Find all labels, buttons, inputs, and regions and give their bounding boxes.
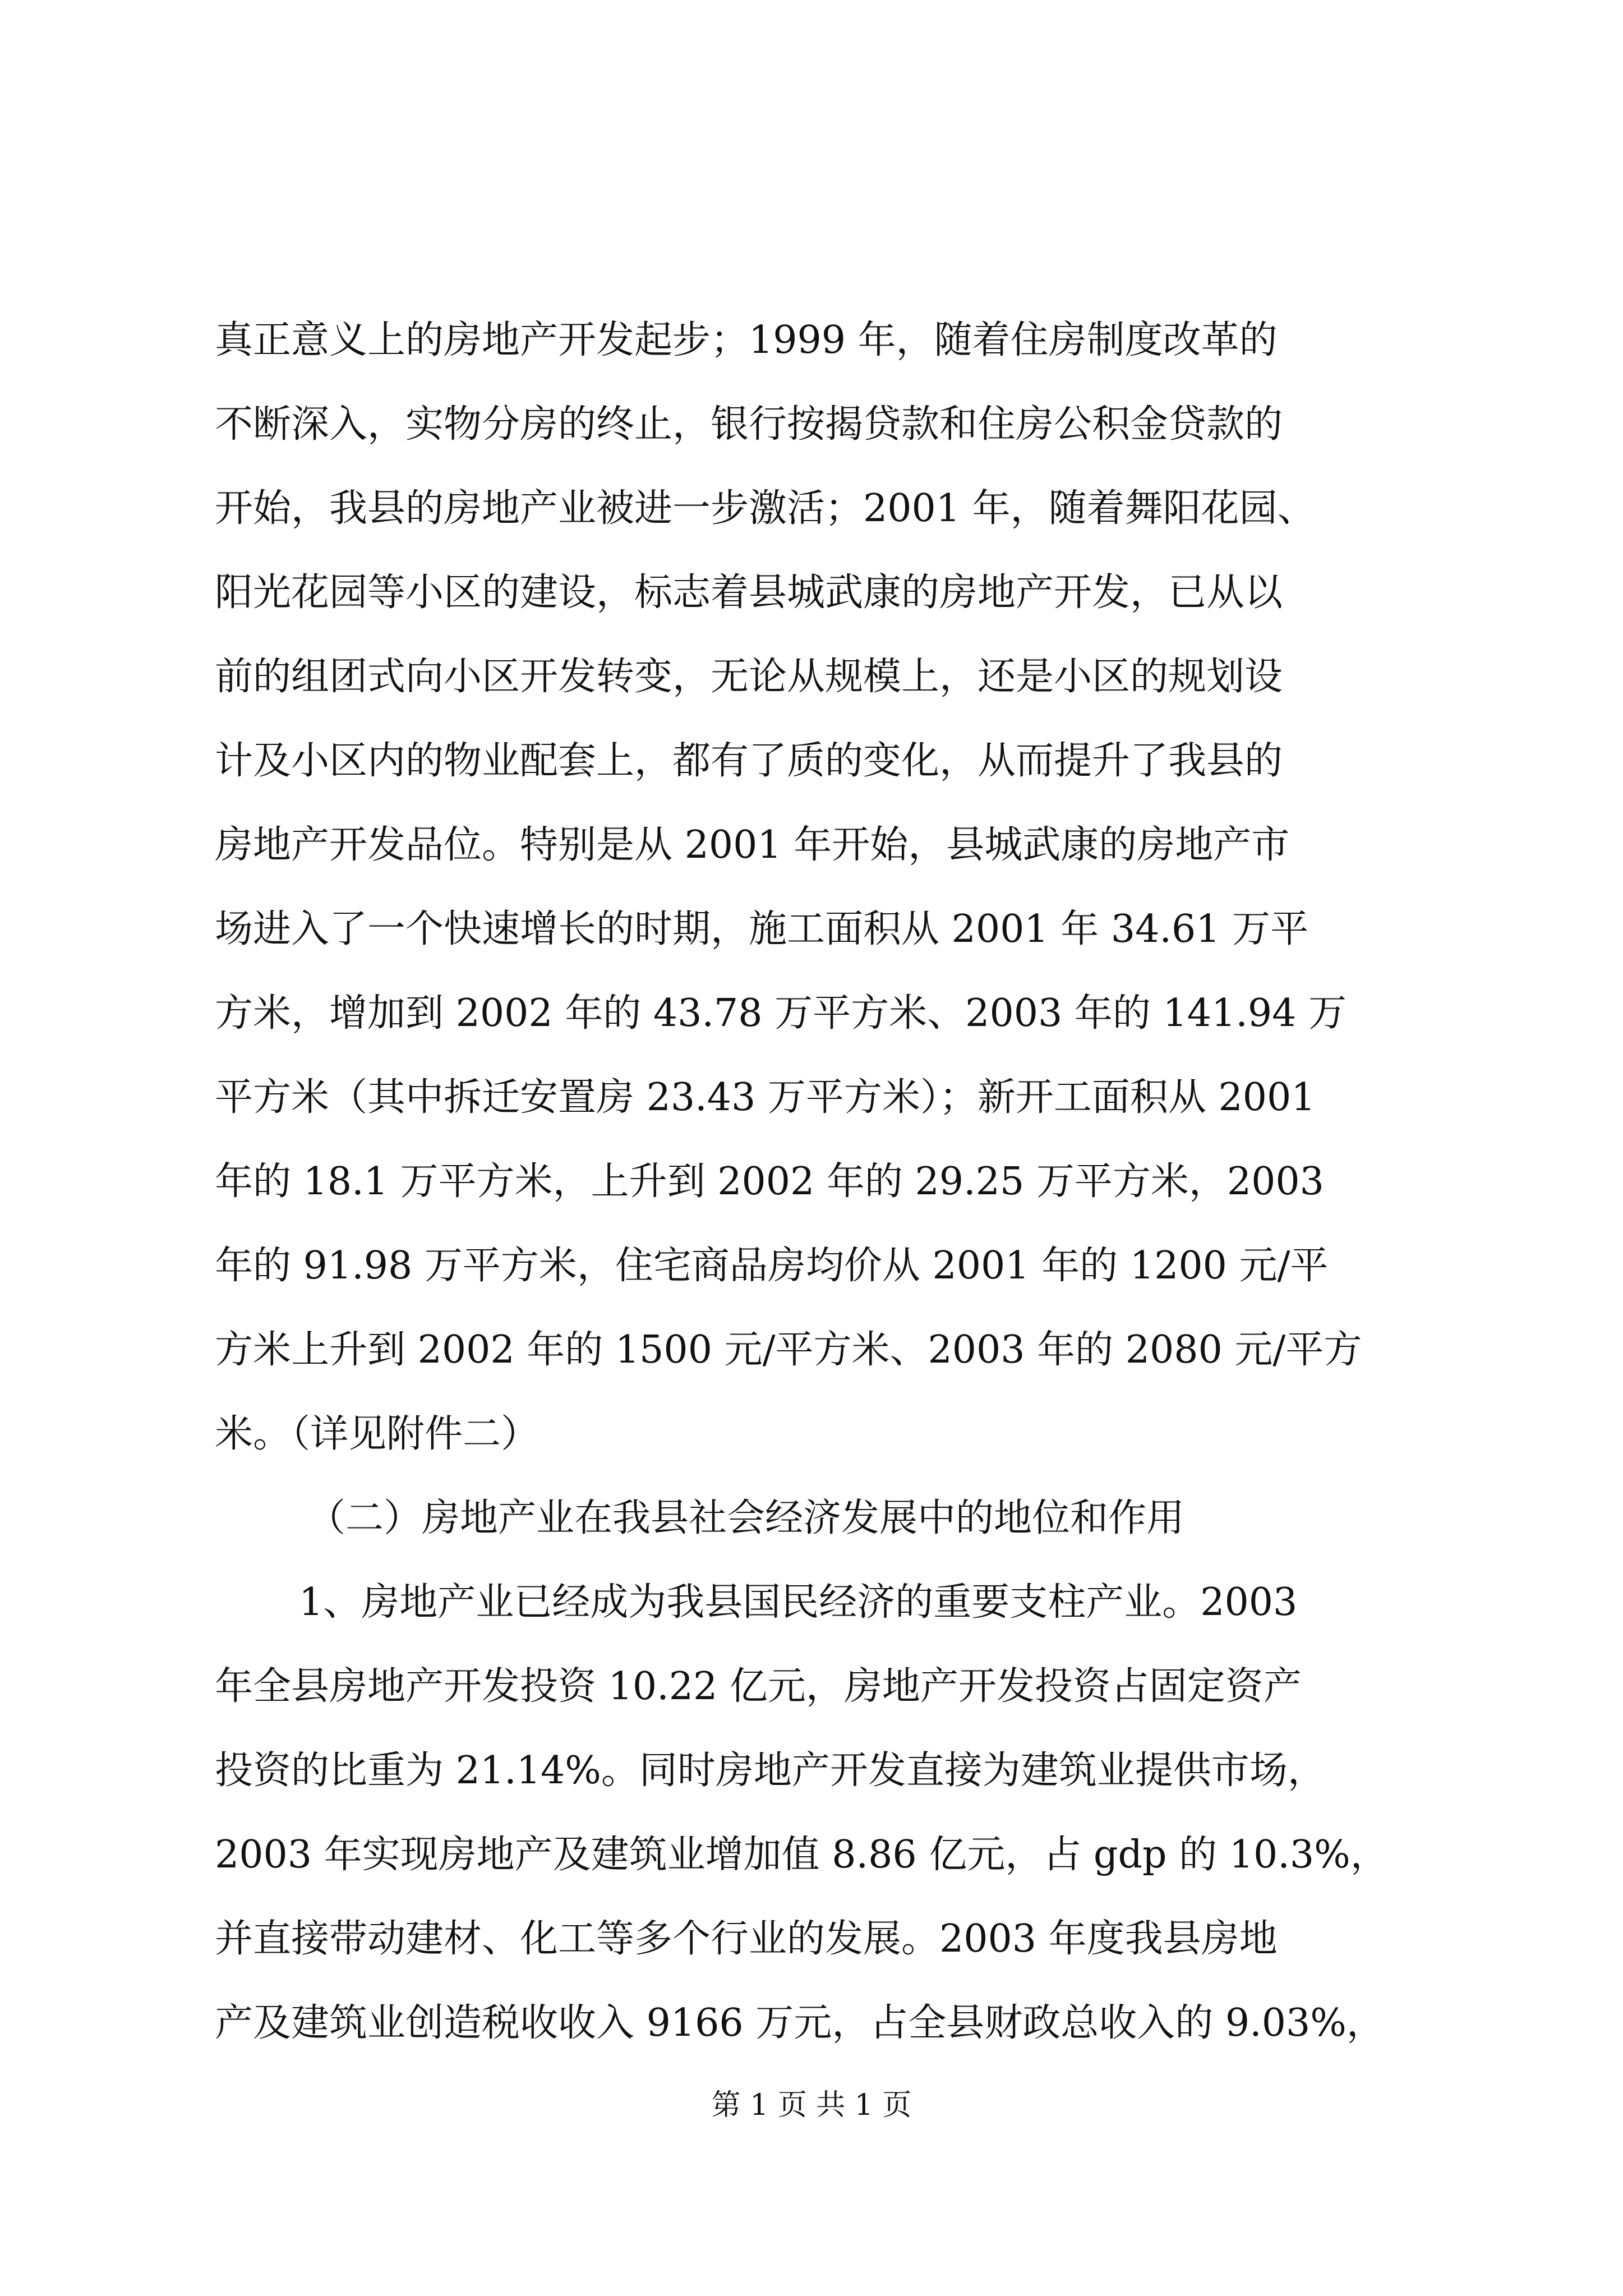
text-line: 场进入了一个快速增长的时期，施工面积从 2001 年 34.61 万平 xyxy=(215,907,1309,951)
text-line: 2003 年实现房地产及建筑业增加值 8.86 亿元，占 gdp 的 10.3%， xyxy=(215,1833,1389,1877)
text-line: 开始，我县的房地产业被进一步激活；2001 年，随着舞阳花园、 xyxy=(215,486,1316,531)
text-line: 投资的比重为 21.14%。同时房地产开发直接为建筑业提供市场， xyxy=(215,1749,1326,1793)
text-line: 前的组团式向小区开发转变，无论从规模上，还是小区的规划设 xyxy=(215,655,1283,699)
paragraph-first-line: 1、房地产业已经成为我县国民经济的重要支柱产业。2003 xyxy=(299,1580,1298,1625)
text-line: 米。（详见附件二） xyxy=(215,1412,540,1456)
text-line: 真正意义上的房地产开发起步；1999 年，随着住房制度改革的 xyxy=(215,318,1278,362)
section-heading: （二）房地产业在我县社会经济发展中的地位和作用 xyxy=(307,1496,1185,1540)
text-line: 年的 18.1 万平方米，上升到 2002 年的 29.25 万平方米，2003 xyxy=(215,1159,1324,1204)
text-line: 方米上升到 2002 年的 1500 元/平方米、2003 年的 2080 元/平方 xyxy=(215,1328,1362,1372)
page-footer: 第 1 页 共 1 页 xyxy=(711,2088,912,2122)
text-line: 方米，增加到 2002 年的 43.78 万平方米、2003 年的 141.94 万 xyxy=(215,991,1347,1036)
text-line: 年全县房地产开发投资 10.22 亿元，房地产开发投资占固定资产 xyxy=(215,1664,1302,1709)
text-line: 年的 91.98 万平方米，住宅商品房均价从 2001 年的 1200 元/平 xyxy=(215,1244,1329,1288)
text-line: 阳光花园等小区的建设，标志着县城武康的房地产开发，已从以 xyxy=(215,570,1283,615)
text-line: 产及建筑业创造税收收入 9166 万元，占全县财政总收入的 9.03%， xyxy=(215,2001,1385,2045)
text-line: 平方米（其中拆迁安置房 23.43 万平方米）；新开工面积从 2001 xyxy=(215,1075,1316,1120)
text-line: 房地产开发品位。特别是从 2001 年开始，县城武康的房地产市 xyxy=(215,823,1290,867)
document-body xyxy=(215,298,1415,2065)
text-line: 并直接带动建材、化工等多个行业的发展。2003 年度我县房地 xyxy=(215,1917,1278,1961)
text-line: 计及小区内的物业配套上，都有了质的变化，从而提升了我县的 xyxy=(215,739,1283,783)
text-line: 不断深入，实物分房的终止，银行按揭贷款和住房公积金贷款的 xyxy=(215,402,1283,447)
